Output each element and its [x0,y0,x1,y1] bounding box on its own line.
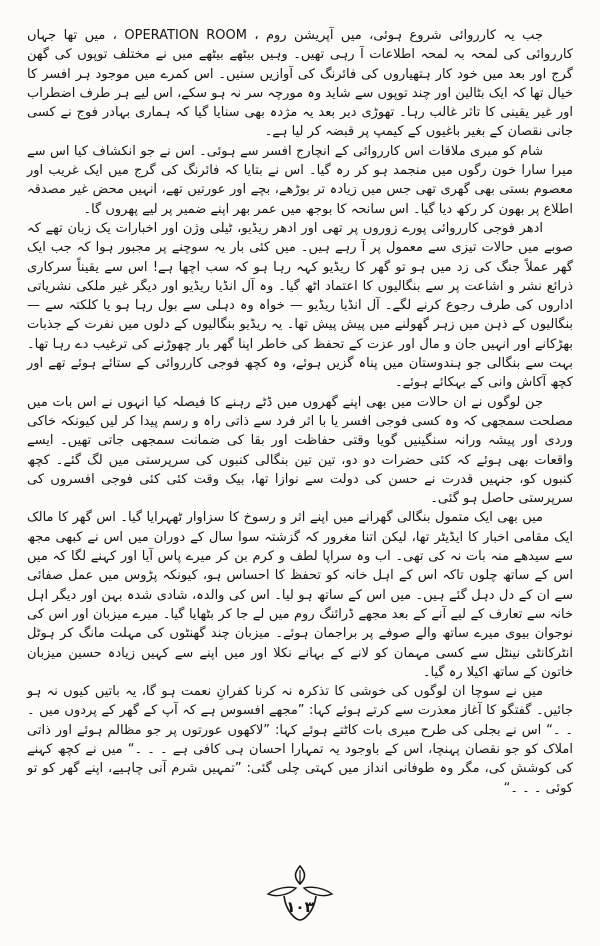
body-paragraph: جب یہ کارروائی شروع ہوئی، میں آپریشن روم ، OPERATION ROOM ، میں تھا جہاں کارروائی کی لمحہ بہ لمحہ اطلاعات آ رہی تھیں۔ وہیں بیٹھے بیٹھے میں نے مختلف توپوں کی گھن گرج اور بعد میں خود کار ہتھیاروں کی فائرنگ کی آوازیں سنیں۔ اس کمرے میں موجود ہر افسر کا خیال تھا کہ ایک بٹالین اور چند توپوں سے شاید وہ مورچہ سر نہ ہو سکے، اس لیے ہر طرف اضطراب اور غیر یقینی کا تاثر غالب رہا۔ تھوڑی دیر بعد یہ مژدہ بھی سنایا گیا کہ ہماری بہادر فوج نے کسی جانی نقصان کے بغیر باغیوں کے کیمپ پر قبضہ کر لیا ہے۔ [27,28,573,140]
page-text [27,26,573,798]
body-paragraph: میں نے سوچا ان لوگوں کی خوشی کا تذکرہ نہ کرنا کفرانِ نعمت ہو گا، یہ باتیں کیوں نہ ہو جائیں۔ گفتگو کا آغاز معذرت سے کرتے ہوئے کہا: ”مجھے افسوس ہے کہ آپ کے گھر کے پردوں میں ۔ ۔ ۔“ اس نے بجلی کی طرح میری بات کاٹتے ہوئے کہا: ”لاکھوں عورتوں پر جو مظالم ہوئے اور ذاتی املاک کو جو نقصان پہنچا، اس کے باوجود یہ تمہارا احسان ہی کافی ہے ۔ ۔ ۔“ میں نے کچھ کہنے کی کوشش کی، مگر وہ طوفانی انداز میں کہتی چلی گئی: ”تمہیں شرم آنی چاہیے، اپنے گھر کو تو کوئی ۔ ۔ ۔“ [27,684,573,796]
page-number: ۱۰۳ [286,898,314,916]
body-paragraph: ادھر فوجی کارروائی پورے زوروں پر تھی اور ادھر ریڈیو، ٹیلی وژن اور اخبارات یک زبان تھے کہ صوبے میں حالات تیزی سے معمول پر آ رہے ہیں۔ میں کئی بار یہ سوچنے پر مجبور ہوا کہ جب ایک گھر عملاً جنگ کی زد میں ہو تو گھر کا ریڈیو کہہ رہا ہو کہ سب اچھا ہے! اس سے یقیناً سرکاری ذرائع نشر و اشاعت پر سے بنگالیوں کا اعتماد اٹھ گیا۔ وہ آل انڈیا ریڈیو اور دیگر غیر ملکی نشریاتی اداروں کی طرف رجوع کرنے لگے۔ آل انڈیا ریڈیو — خواہ وہ دہلی سے بول رہا ہو یا کلکتہ سے — بنگالیوں کے ذہن میں زہر گھولنے میں پیش پیش تھا۔ یہ ریڈیو بنگالیوں کے دلوں میں نفرت کے جذبات بھڑکانے اور انہیں جان و مال اور عزت کے تحفظ کی خاطر اپنا گھر بار چھوڑنے کی ترغیب دے رہا تھا۔ بہت سے بنگالی جو ہندوستان میں پناہ گزیں ہوئے، وہ کچھ فوجی کارروائی کے ستائے ہوئے تھے اور کچھ آکاش وانی کے بہکائے ہوئے۔ [27,220,573,391]
body-paragraph: جن لوگوں نے ان حالات میں بھی اپنے گھروں میں ڈٹے رہنے کا فیصلہ کیا انہوں نے اس بات میں مصلحت سمجھی کہ وہ کسی فوجی افسر یا با اثر فرد سے ذاتی راہ و رسم پیدا کر لیں کیونکہ خاکی وردی اور پیشہ ورانہ سنگینیں گویا وقتی حفاظت اور بقا کی ضمانت سمجھی جاتی تھیں۔ ایسے واقعات بھی ہوئے کہ کئی حضرات دو دو، تین تین بنگالی کنبوں کی سرپرستی میں لگ گئے۔ کچھ کنبوں کو، جنہیں قدرت نے حسن کی دولت سے نوازا تھا، بیک وقت کئی کئی فوجی افسروں کی سرپرستی حاصل ہو گئی۔ [27,394,573,507]
page-number-ornament [0,864,600,928]
body-paragraph: میں بھی ایک متمول بنگالی گھرانے میں اپنے اثر و رسوخ کا سزاوار ٹھہرایا گیا۔ اس گھر کا مالک ایک مقامی اخبار کا ایڈیٹر تھا، لیکن اتنا مغرور کہ گزشتہ سوا سال کے دوران میں اس نے کبھی مجھ سے سیدھے منہ بات نہ کی تھی۔ اب وہ سراپا لطف و کرم بن کر میرے پاس آیا اور کہنے لگا کہ میں اس کے ساتھ چلوں تاکہ اس کے اہل خانہ کو تحفظ کا احساس ہو، کیونکہ پڑوس میں عمل صفائی سے ان کے دل دہل گئے ہیں۔ میں اس کے ساتھ ہو لیا۔ اس کی والدہ، شادی شدہ بہن اور دیگر اہل خانہ سے تعارف کے لیے آنے کے بعد مجھے ڈرائنگ روم میں لے جا کر بٹھایا گیا۔ میرے میزبان اور اس کی نوجوان بیوی میرے ساتھ والے صوفے پر براجمان ہوئے۔ میزبان چند گھنٹوں کی مہلت مانگ کر ہوٹل انٹرکانٹی نینٹل سے کسی مہمان کو لانے کے بہانے نکلا اور میں اپنے سے کہیں زیادہ حسین میزبان خاتون کے ساتھ اکیلا رہ گیا۔ [27,510,573,680]
body-paragraph: شام کو میری ملاقات اس کارروائی کے انچارج افسر سے ہوئی۔ اس نے جو انکشاف کیا اس سے میرا سارا خون رگوں میں منجمد ہو کر رہ گیا۔ اس نے بتایا کہ فائرنگ کی گرج میں ایک غریب اور معصوم بستی بھی گھری تھی جس میں زیادہ تر بوڑھے، بچے اور عورتیں تھے، انہیں محض غیر مصدقہ اطلاع پر بھون کر رکھ دیا گیا۔ اس سانحہ کا بوجھ میں عمر بھر اپنے ضمیر پر لیے پھروں گا۔ [27,143,573,217]
